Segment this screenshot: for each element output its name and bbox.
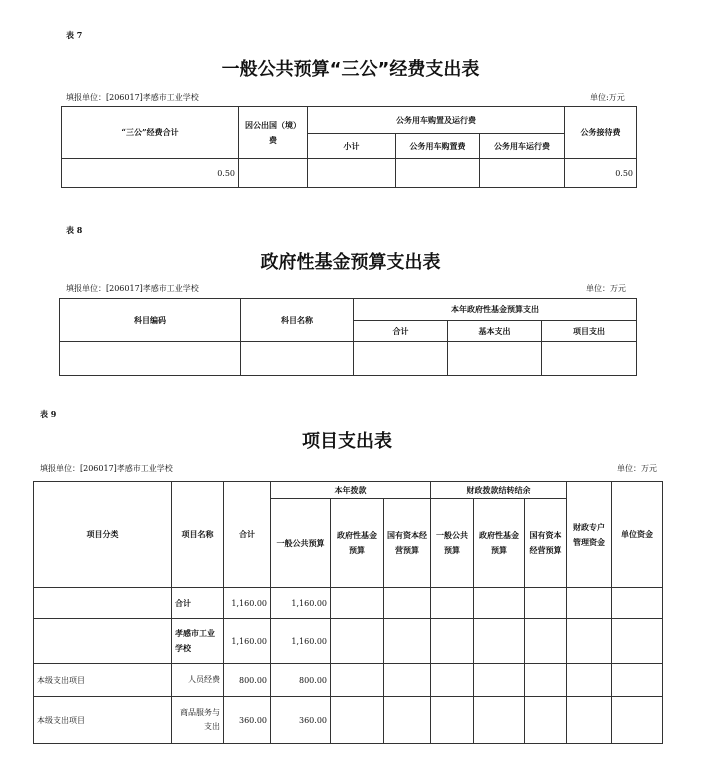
- t7-header-abroad: 因公出国（境）费: [239, 107, 308, 159]
- t8-header-code: 科目编码: [60, 299, 241, 342]
- t7-cell-abroad: [239, 159, 308, 188]
- t7-cell-car-run: [480, 159, 565, 188]
- t9-cell-name: 合计: [172, 588, 224, 619]
- t8-cell: [542, 342, 637, 376]
- t9-cell-category: [34, 619, 172, 664]
- t7-header-car-buy: 公务用车购置费: [396, 134, 480, 159]
- table7-label: 表 7: [66, 30, 83, 40]
- table-row: [34, 619, 663, 664]
- t7-header-car-group: 公务用车购置及运行费: [308, 107, 565, 134]
- t7-cell-reception: 0.50: [565, 159, 637, 188]
- t9-cell-gen: 1,160.00: [271, 619, 331, 664]
- t8-header-group: 本年政府性基金预算支出: [354, 299, 637, 321]
- t9-cell-total: 1,160.00: [224, 588, 271, 619]
- t9-header-gen-budget: 一般公共预算: [271, 499, 331, 588]
- t9-cell-category: [34, 588, 172, 619]
- t9-cell-category: 本级支出项目: [34, 664, 172, 697]
- t7-cell-car-buy: [396, 159, 480, 188]
- t9-header-group2: 财政拨款结转结余: [431, 482, 567, 499]
- t9-header-gov-fund2: 政府性基金预算: [474, 499, 525, 588]
- table7: [61, 106, 637, 188]
- table9: [33, 481, 663, 744]
- table8-unit: 单位：万元: [586, 284, 626, 293]
- t9-cell-total: 800.00: [224, 664, 271, 697]
- t8-cell: [354, 342, 448, 376]
- table9-unit: 单位：万元: [617, 464, 657, 473]
- table7-unit: 单位:万元: [590, 93, 625, 102]
- t9-cell-name: 商品服务与支出: [172, 697, 224, 744]
- table9-title: 项目支出表: [302, 431, 392, 452]
- table7-title: 一般公共预算“三公”经费支出表: [221, 59, 480, 80]
- table9-label: 表 9: [40, 409, 57, 419]
- t9-header-state-capital: 国有资本经营预算: [384, 499, 431, 588]
- table-row: [34, 588, 663, 619]
- t7-header-total: “三公”经费合计: [62, 107, 239, 159]
- table8-title: 政府性基金预算支出表: [260, 252, 441, 273]
- t7-cell-subtotal: [308, 159, 396, 188]
- table-row: [34, 697, 663, 744]
- t8-cell: [60, 342, 241, 376]
- t9-header-category: 项目分类: [34, 482, 172, 588]
- table7-fill-unit: 填报单位：[206017]孝感市工业学校: [66, 93, 199, 102]
- t9-header-total: 合计: [224, 482, 271, 588]
- table8: [59, 298, 637, 376]
- t7-header-reception: 公务接待费: [565, 107, 637, 159]
- t7-header-car-run: 公务用车运行费: [480, 134, 565, 159]
- t9-cell-gen: 360.00: [271, 697, 331, 744]
- t8-header-total: 合计: [354, 321, 448, 342]
- table9-fill-unit: 填报单位：[206017]孝感市工业学校: [40, 464, 173, 473]
- t8-cell: [241, 342, 354, 376]
- t9-cell-total: 1,160.00: [224, 619, 271, 664]
- t9-header-state-capital2: 国有资本经营预算: [525, 499, 567, 588]
- t9-header-group1: 本年拨款: [271, 482, 431, 499]
- t9-cell-category: 本级支出项目: [34, 697, 172, 744]
- table8-label: 表 8: [66, 225, 83, 235]
- t9-header-fin-special: 财政专户管理资金: [567, 482, 612, 588]
- t9-cell-gen: 800.00: [271, 664, 331, 697]
- t9-header-gov-fund: 政府性基金预算: [331, 499, 384, 588]
- t9-cell-gen: 1,160.00: [271, 588, 331, 619]
- table8-fill-unit: 填报单位：[206017]孝感市工业学校: [66, 284, 199, 293]
- t8-header-name: 科目名称: [241, 299, 354, 342]
- t9-header-gen-budget2: 一般公共预算: [431, 499, 474, 588]
- t9-cell-total: 360.00: [224, 697, 271, 744]
- t9-cell-name: 人员经费: [172, 664, 224, 697]
- table-row: [34, 664, 663, 697]
- t7-cell-total: 0.50: [62, 159, 239, 188]
- t9-header-unit-funds: 单位资金: [612, 482, 663, 588]
- t8-header-basic: 基本支出: [448, 321, 542, 342]
- t9-cell-name: 孝感市工业学校: [172, 619, 224, 664]
- t7-header-subtotal: 小计: [308, 134, 396, 159]
- t9-header-name: 项目名称: [172, 482, 224, 588]
- t8-header-project: 项目支出: [542, 321, 637, 342]
- t8-cell: [448, 342, 542, 376]
